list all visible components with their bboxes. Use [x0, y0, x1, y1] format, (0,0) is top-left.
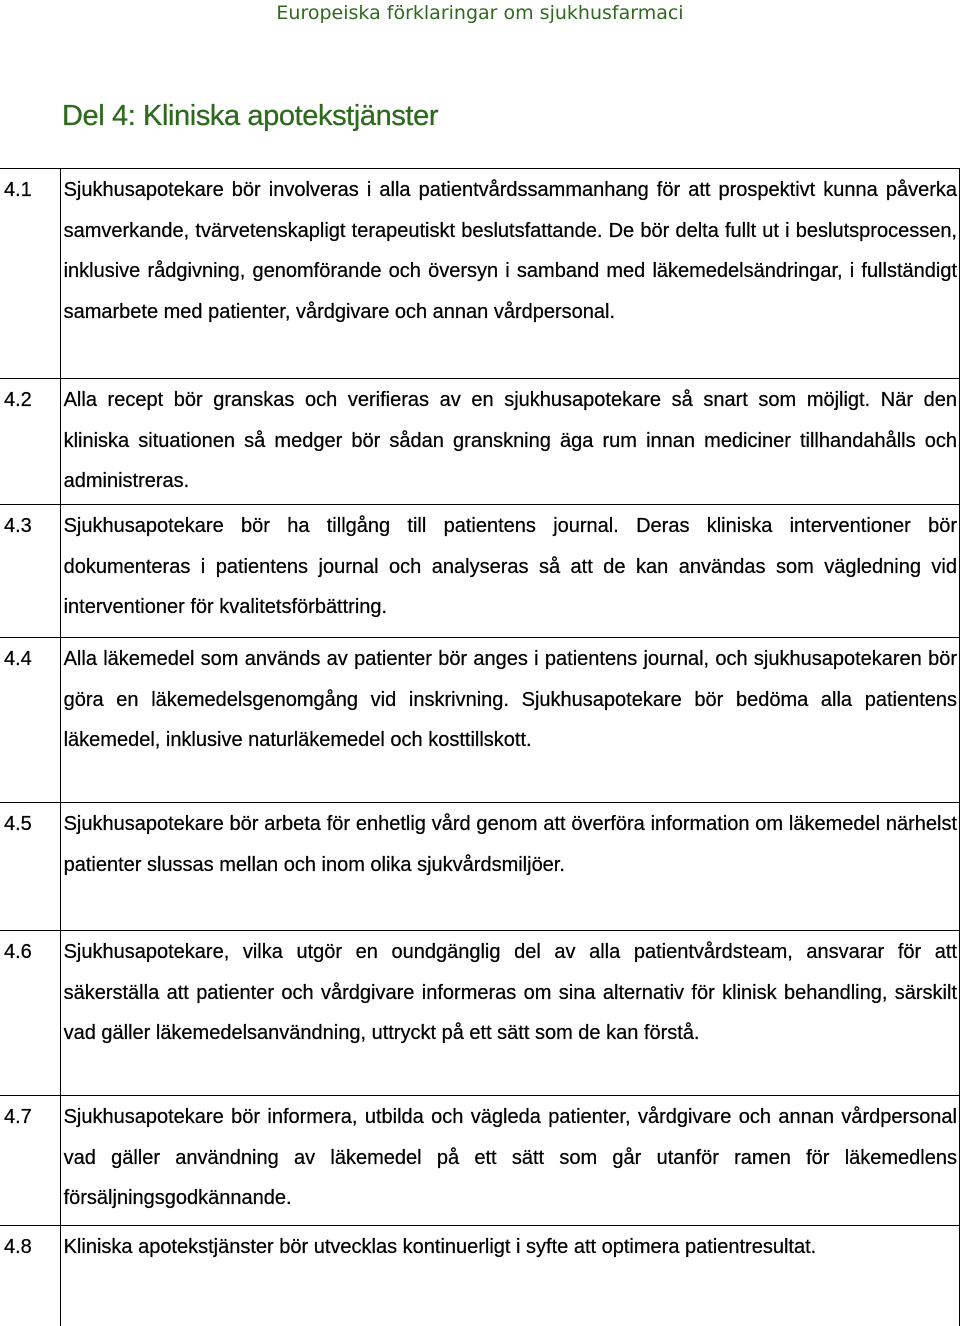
statement-row-4-3 [0, 505, 960, 638]
statement-number: 4.3 [4, 515, 32, 537]
running-header: Europeiska förklaringar om sjukhusfarmaci [276, 2, 684, 24]
statement-text: Kliniska apotekstjänster bör utvecklas kontinuerligt i syfte att optimera patientresultat. [63, 1236, 817, 1258]
statement-text: Sjukhusapotekare bör involveras i alla patientvårdssammanhang för att prospektivt kunna påverka samverkande, tvärvetenskapligt terapeutiskt beslutsfattande. De bör delta fullt ut i beslutsprocessen, inklusive rådgivning, genomförande och översyn i samband med läkemedelsändringar, i fullständigt samarbete med patienter, vårdgivare och annan vårdpersonal. [63, 179, 957, 323]
statement-row-4-7 [0, 1096, 960, 1226]
statement-text: Sjukhusapotekare bör ha tillgång till patientens journal. Deras kliniska interventioner bör dokumenteras i patientens journal och analyseras så att de kan användas som vägledning vid interventioner för kvalitetsförbättring. [63, 515, 957, 618]
statement-number: 4.1 [4, 179, 32, 201]
statement-number: 4.2 [4, 389, 32, 411]
statement-row-4-2 [0, 379, 960, 505]
statement-row-4-4 [0, 638, 960, 803]
statement-text: Sjukhusapotekare, vilka utgör en oundgänglig del av alla patientvårdsteam, ansvarar för att säkerställa att patienter och vårdgivare informeras om sina alternativ för klinisk behandling, särskilt vad gäller läkemedelsanvändning, uttryckt på ett sätt som de kan förstå. [63, 941, 957, 1044]
statement-number: 4.4 [4, 648, 32, 670]
statement-row-4-6 [0, 931, 960, 1096]
section-title: Del 4: Kliniska apotekstjänster [62, 100, 439, 132]
statement-row-4-8 [0, 1226, 960, 1326]
statement-text: Alla läkemedel som används av patienter bör anges i patientens journal, och sjukhusapotekaren bör göra en läkemedelsgenomgång vid inskrivning. Sjukhusapotekare bör bedöma alla patientens läkemedel, inklusive naturläkemedel och kosttillskott. [63, 648, 957, 751]
statement-text: Sjukhusapotekare bör arbeta för enhetlig vård genom att överföra information om läkemedel närhelst patienter slussas mellan och inom olika sjukvårdsmiljöer. [63, 813, 957, 876]
statement-number: 4.5 [4, 813, 32, 835]
statement-text: Sjukhusapotekare bör informera, utbilda och vägleda patienter, vårdgivare och annan vårdpersonal vad gäller användning av läkemedel på ett sätt som går utanför ramen för läkemedlens försäljningsgodkännande. [63, 1106, 957, 1209]
statement-number: 4.6 [4, 941, 32, 963]
statement-row-4-1 [0, 169, 960, 379]
statement-number: 4.8 [4, 1236, 32, 1258]
statement-number: 4.7 [4, 1106, 32, 1128]
statements-table [0, 168, 960, 1326]
statement-text: Alla recept bör granskas och verifieras av en sjukhusapotekare så snart som möjligt. När den kliniska situationen så medger bör sådan granskning äga rum innan mediciner tillhandahålls och administreras. [63, 389, 957, 492]
statement-row-4-5 [0, 803, 960, 931]
